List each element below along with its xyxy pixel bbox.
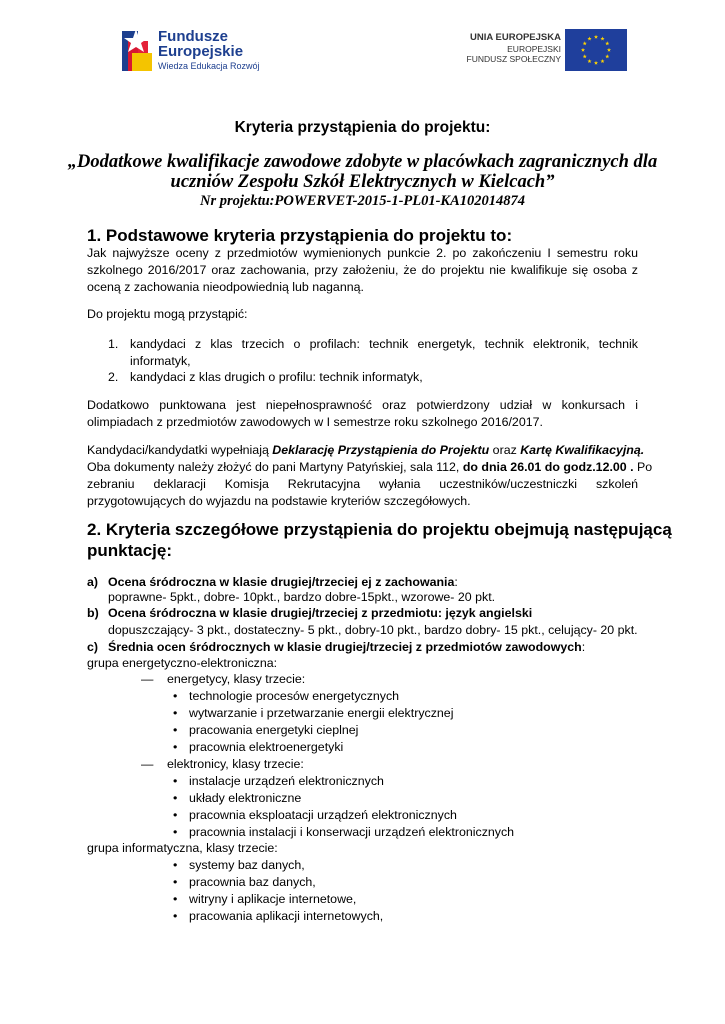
text-line: olimpiadach z przedmiotów zawodowych w I semestrze roku szkolnego 2016/2017. xyxy=(87,415,543,429)
logo-line-3: Wiedza Edukacja Rozwój xyxy=(158,61,260,71)
text-line: Dodatkowo punktowana jest niepełnosprawność oraz potwierdzony udział w konkursach i xyxy=(87,398,638,412)
criterion-mark: b) xyxy=(87,606,99,620)
heading-line: punktację: xyxy=(87,541,173,560)
subject-item: • pracownia baz danych, xyxy=(189,874,316,891)
criterion-title: Średnia ocen śródrocznych w klasie drugiej/trzeciej z przedmiotów zawodowych xyxy=(108,640,582,654)
list-number: 1. xyxy=(108,337,119,351)
eu-line-1: UNIA EUROPEJSKA xyxy=(470,32,561,43)
section-1-paragraph-4 xyxy=(87,442,653,510)
subject-item: • wytwarzanie i przetwarzanie energii elektrycznej xyxy=(189,705,453,722)
eu-logo xyxy=(465,29,627,73)
criterion-title: Ocena śródroczna w klasie drugiej/trzeciej ej z zachowania xyxy=(108,575,455,589)
criterion-b: Ocena śródroczna w klasie drugiej/trzeciej z przedmiotu: język angielski xyxy=(108,606,533,620)
eu-line-2: EUROPEJSKI xyxy=(507,44,561,54)
text-line: przygotowujących do wyjazdu na podstawie kryteriów szczegółowych. xyxy=(87,494,471,508)
text-run: Po xyxy=(633,460,653,474)
subject-item: • witryny i aplikacje internetowe, xyxy=(189,891,356,908)
fundusze-europejskie-logo xyxy=(118,27,268,79)
subject-item: • układy elektroniczne xyxy=(189,790,301,807)
heading-line: 2. Kryteria szczegółowe przystąpienia do projektu obejmują następującą xyxy=(87,520,672,539)
criterion-c xyxy=(108,639,585,656)
subgroup-energetycy: — energetycy, klasy trzecie: xyxy=(167,671,305,688)
eu-flag-icon xyxy=(565,29,627,71)
list-number: 2. xyxy=(108,370,119,384)
subject-item: • pracownia elektroenergetyki xyxy=(189,739,343,756)
fe-star-icon xyxy=(118,27,154,75)
group-it: grupa informatyczna, klasy trzecie: xyxy=(87,841,278,855)
qualification-card-text: Kartę Kwalifikacyjną. xyxy=(520,443,645,457)
criterion-tail: : xyxy=(581,640,586,654)
criterion-b-detail: dopuszczający- 3 pkt., dostateczny- 5 pkt., dobry-10 pkt., bardzo dobry- 15 pkt., celujący- 20 pkt. xyxy=(108,623,638,637)
project-name-line-2: uczniów Zespołu Szkół Elektrycznych w Kielcach” xyxy=(170,172,555,192)
logo-line-2: Europejskie xyxy=(158,43,244,60)
subgroup-elektronicy: — elektronicy, klasy trzecie: xyxy=(167,756,304,773)
logo-line-1: Fundusze xyxy=(158,28,228,45)
section-1-paragraph-1 xyxy=(87,245,638,296)
deadline-text: do dnia 26.01 do godz.12.00 . xyxy=(462,460,634,474)
subject-item: • pracowania energetyki cieplnej xyxy=(189,722,358,739)
text-line: Jak najwyższe oceny z przedmiotów wymienionych punkcie 2. po zakończeniu I semestru roku xyxy=(87,246,638,260)
section-1-paragraph-3 xyxy=(87,397,638,431)
text-line xyxy=(87,442,645,459)
subject-item: • technologie procesów energetycznych xyxy=(189,688,399,705)
text-line: oceną z zachowania nieodpowiednią lub naganną. xyxy=(87,280,364,294)
list-item: kandydaci z klas drugich o profilu: technik informatyk, xyxy=(130,370,423,384)
project-number: Nr projektu:POWERVET-2015-1-PL01-KA102014874 xyxy=(199,193,526,209)
criterion-mark: c) xyxy=(87,640,99,654)
list-item xyxy=(130,336,638,370)
eu-line-3: FUNDUSZ SPOŁECZNY xyxy=(466,54,561,64)
section-1-paragraph-2: Do projektu mogą przystąpić: xyxy=(87,307,248,321)
group-energy-electronics: grupa energetyczno-elektroniczna: xyxy=(87,656,278,670)
subject-item: • pracownia instalacji i konserwacji urządzeń elektronicznych xyxy=(189,824,514,841)
page-title: Kryteria przystąpienia do projektu: xyxy=(234,119,491,136)
text-run: Kandydaci/kandydatki wypełniają xyxy=(87,443,273,457)
text-line: informatyk, xyxy=(130,354,191,368)
section-2-heading xyxy=(87,519,672,561)
text-line: kandydaci z klas trzecich o profilach: technik energetyk, technik elektronik, technik xyxy=(130,337,638,351)
criterion-a-detail: poprawne- 5pkt., dobre- 10pkt., bardzo dobre-15pkt., wzorowe- 20 pkt. xyxy=(108,590,496,604)
declaration-link-text: Deklarację Przystąpienia do Projektu xyxy=(272,443,490,457)
text-run: oraz xyxy=(489,443,521,457)
criterion-tail: : xyxy=(454,575,458,589)
subject-item: • instalacje urządzeń elektronicznych xyxy=(189,773,384,790)
subject-item: • pracownia eksploatacji urządzeń elektronicznych xyxy=(189,807,457,824)
subject-item: • systemy baz danych, xyxy=(189,857,305,874)
text-run: Oba dokumenty należy złożyć do pani Martyny Patyńskiej, sala 112, xyxy=(87,460,463,474)
criterion-mark: a) xyxy=(87,575,99,589)
text-line xyxy=(87,459,653,476)
section-1-heading: 1. Podstawowe kryteria przystąpienia do projektu to: xyxy=(87,226,513,245)
subject-item: • pracowania aplikacji internetowych, xyxy=(189,908,383,925)
text-line: zebraniu deklaracji Komisja Rekrutacyjna wyłania uczestników/uczestniczki szkoleń xyxy=(87,477,638,491)
project-name-line-1: „Dodatkowe kwalifikacje zawodowe zdobyte w placówkach zagranicznych dla xyxy=(67,152,658,172)
text-line: szkolnego 2016/2017 oraz zachowania, przy założeniu, że do projektu nie kwalifikuje się osoba z xyxy=(87,263,638,277)
